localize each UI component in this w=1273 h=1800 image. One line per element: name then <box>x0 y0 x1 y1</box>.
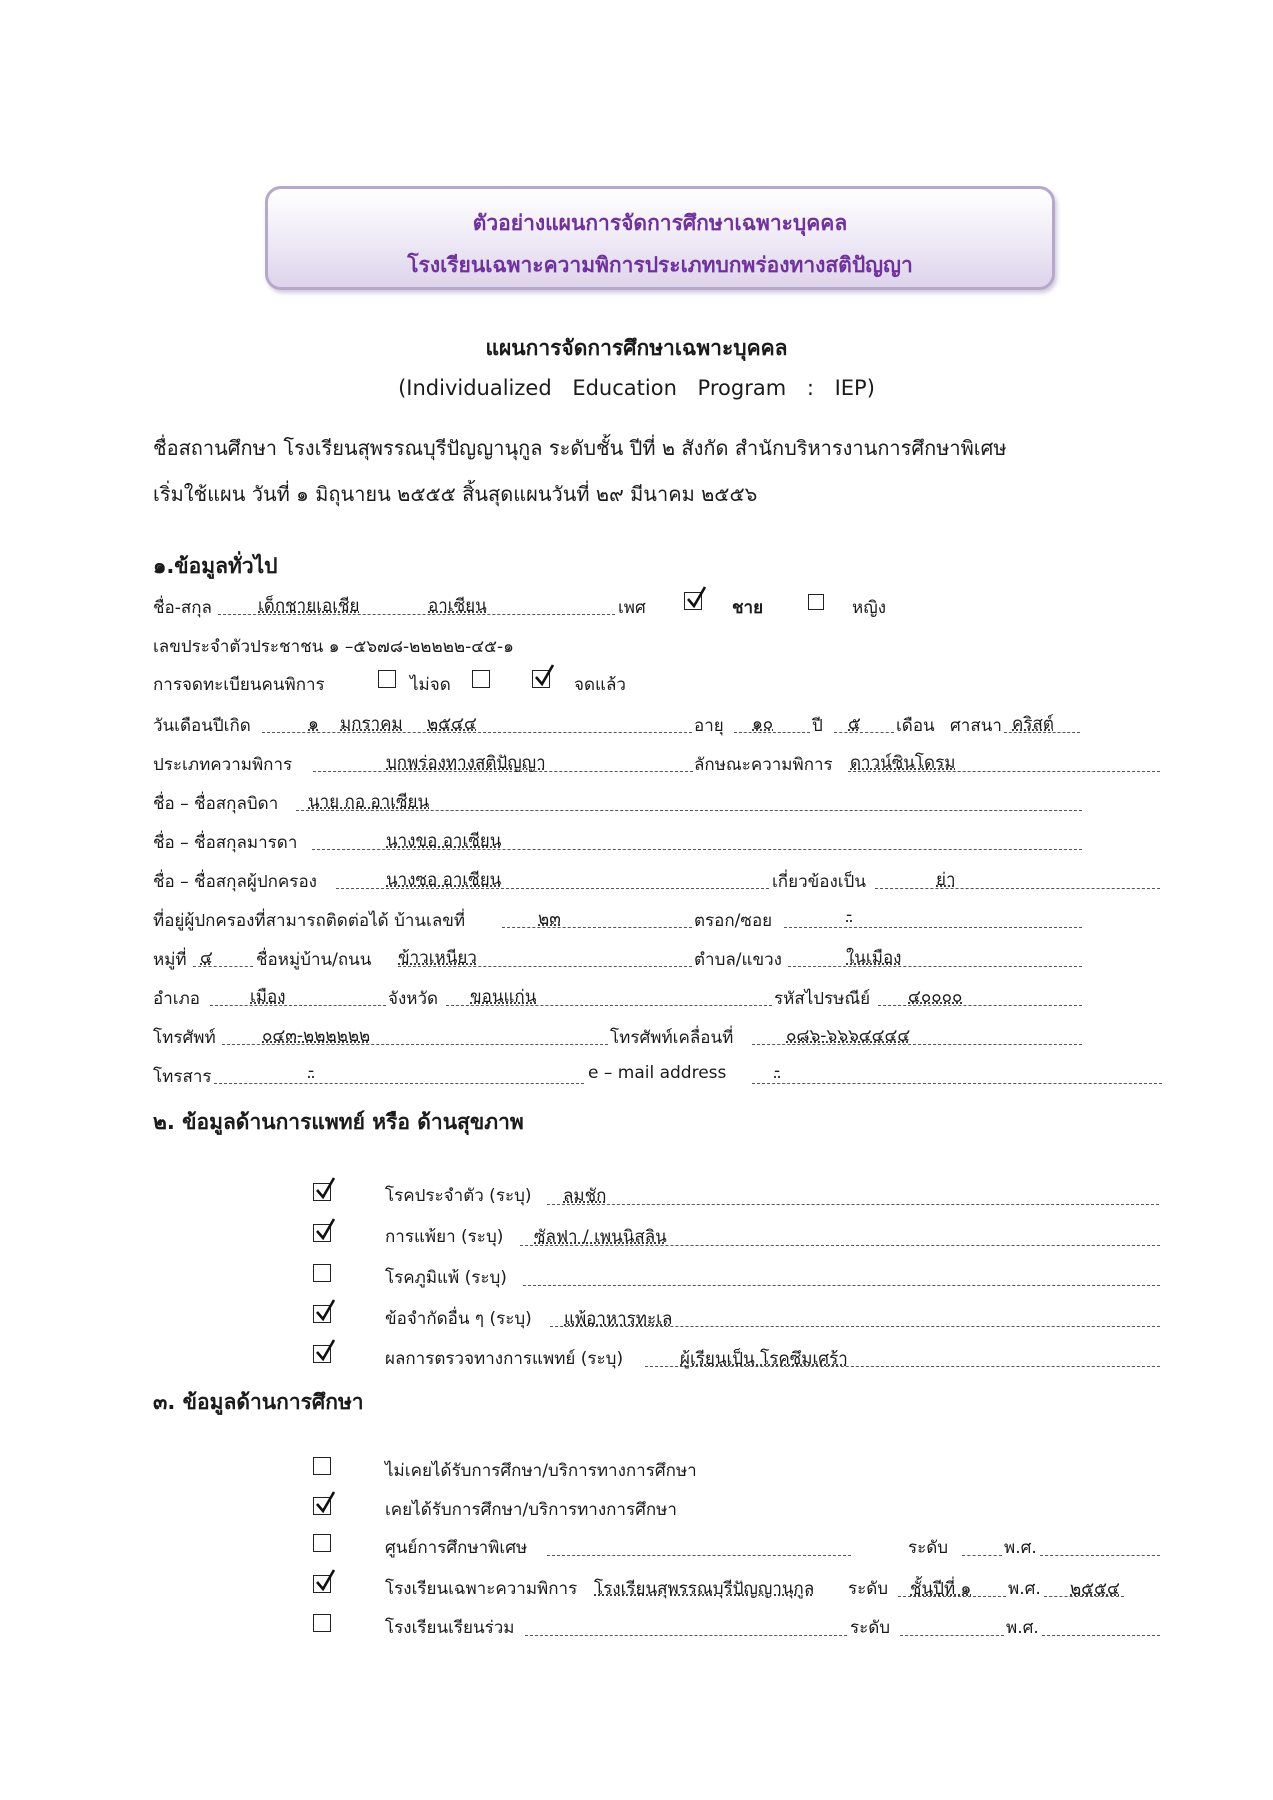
female-label: หญิง <box>852 598 886 618</box>
subdistrict-line <box>788 966 1082 967</box>
section-education-heading: ๓. ข้อมูลด้านการศึกษา <box>153 1390 364 1414</box>
no-education-checkbox[interactable] <box>313 1457 331 1475</box>
special-school-label: โรงเรียนเฉพาะความพิการ <box>385 1579 578 1599</box>
mobile-label: โทรศัพท์เคลื่อนที่ <box>610 1028 734 1048</box>
inclusive-school-checkbox[interactable] <box>313 1614 331 1632</box>
special-center-year-line <box>1040 1555 1160 1556</box>
last-name-value: อาเซียน <box>428 596 487 616</box>
special-center-year-label: พ.ศ. <box>1004 1538 1037 1558</box>
dob-day: ๑ <box>308 714 319 734</box>
province-value: ขอนแก่น <box>470 987 537 1007</box>
reg-blank-checkbox[interactable] <box>472 670 490 688</box>
other-limits-value: แพ้อาหารทะเล <box>564 1309 673 1329</box>
chronic-disease-label: โรคประจำตัว (ระบุ) <box>385 1186 532 1206</box>
id-number: เลขประจำตัวประชาชน ๑ –๕๖๗๘-๒๒๒๒๒-๔๕-๑ <box>153 637 514 657</box>
mother-label: ชื่อ – ชื่อสกุลมารดา <box>153 833 298 853</box>
dob-label: วันเดือนปีเกิด <box>153 716 251 736</box>
special-school-level-value: ชั้นปีที่ ๑ <box>910 1579 972 1599</box>
email-label: e – mail address <box>588 1063 727 1083</box>
relation-line <box>875 888 1160 889</box>
age-months: ๕ <box>848 714 861 734</box>
medical-exam-checkbox[interactable] <box>313 1345 331 1363</box>
name-label: ชื่อ-สกุล <box>153 598 212 618</box>
drug-allergy-value: ซัลฟา / เพนนิสลิน <box>534 1227 667 1247</box>
medical-exam-value: ผู้เรียนเป็น โรคซึมเศร้า <box>680 1349 848 1369</box>
male-label: ชาย <box>732 598 764 618</box>
chronic-disease-value: ลมชัก <box>563 1186 607 1206</box>
village-value: ข้าวเหนียว <box>398 948 477 968</box>
special-center-line <box>547 1555 851 1556</box>
special-center-level-label: ระดับ <box>908 1538 949 1558</box>
dob-month: มกราคม <box>340 714 403 734</box>
religion-label: ศาสนา <box>950 716 1002 736</box>
section-medical-heading: ๒. ข้อมูลด้านการแพทย์ หรือ ด้านสุขภาพ <box>153 1110 524 1134</box>
disability-type-label: ประเภทความพิการ <box>153 755 293 775</box>
district-value: เมือง <box>250 987 286 1007</box>
gender-label: เพศ <box>618 598 646 618</box>
dob-year: ๒๕๔๔ <box>427 714 477 734</box>
no-education-label: ไม่เคยได้รับการศึกษา/บริการทางการศึกษา <box>385 1461 697 1481</box>
reg-yes-label: จดแล้ว <box>574 675 626 695</box>
chronic-disease-checkbox[interactable] <box>313 1183 331 1201</box>
alley-label: ตรอก/ซอย <box>694 911 773 931</box>
title-banner <box>265 186 1055 290</box>
age-years: ๑๐ <box>752 714 774 734</box>
special-school-checkbox[interactable] <box>313 1575 331 1593</box>
phone-label: โทรศัพท์ <box>153 1028 216 1048</box>
mobile-value: ๐๘๖-๖๖๖๔๔๔๔ <box>786 1026 911 1046</box>
has-education-checkbox[interactable] <box>313 1497 331 1515</box>
reg-no-label: ไม่จด <box>410 675 451 695</box>
medical-exam-label: ผลการตรวจทางการแพทย์ (ระบุ) <box>385 1349 624 1369</box>
disability-char-label: ลักษณะความพิการ <box>694 755 833 775</box>
plan-dates-line: เริ่มใช้แผน วันที่ ๑ มิถุนายน ๒๕๕๕ สิ้นสุดแผนวันที่ ๒๙ มีนาคม ๒๕๕๖ <box>153 482 758 506</box>
mother-value: นางขอ อาเซียน <box>386 831 502 851</box>
drug-allergy-label: การแพ้ยา (ระบุ) <box>385 1227 504 1247</box>
allergy-line <box>523 1285 1160 1286</box>
village-label: ชื่อหมู่บ้าน/ถนน <box>256 950 372 970</box>
special-school-value: โรงเรียนสุพรรณบุรีปัญญานุกูล <box>594 1579 815 1599</box>
inclusive-school-label: โรงเรียนเรียนร่วม <box>385 1618 515 1638</box>
guardian-label: ชื่อ – ชื่อสกุลผู้ปกครอง <box>153 872 317 892</box>
subdistrict-label: ตำบล/แขวง <box>694 950 782 970</box>
postcode-label: รหัสไปรษณีย์ <box>774 989 871 1009</box>
fax-line <box>214 1083 584 1084</box>
relation-label: เกี่ยวข้องเป็น <box>772 872 866 892</box>
special-center-level-line <box>962 1555 1002 1556</box>
house-no-value: ๒๓ <box>538 909 561 929</box>
document-subtitle: (Individualized Education Program : IEP) <box>398 376 875 400</box>
religion-value: คริสต์ <box>1012 714 1054 734</box>
inclusive-school-year-line <box>1042 1635 1160 1636</box>
moo-value: ๔ <box>200 948 213 968</box>
chronic-disease-line <box>547 1204 1159 1205</box>
allergy-checkbox[interactable] <box>313 1264 331 1282</box>
disability-char-value: ดาวน์ซินโดรม <box>850 753 956 773</box>
email-line <box>752 1083 1162 1084</box>
alley-line <box>784 927 1082 928</box>
reg-yes-checkbox[interactable] <box>532 670 550 688</box>
alley-value: - <box>846 905 853 925</box>
years-label: ปี <box>812 716 823 736</box>
guardian-value: นางซอ อาเซียน <box>386 870 502 890</box>
relation-value: ย่า <box>936 870 956 890</box>
school-info-line: ชื่อสถานศึกษา โรงเรียนสุพรรณบุรีปัญญานุกูล ระดับชั้น ปีที่ ๒ สังกัด สำนักบริหารงานการศึกษาพิเศษ <box>153 436 1007 460</box>
special-center-label: ศูนย์การศึกษาพิเศษ <box>385 1538 528 1558</box>
months-label: เดือน <box>896 716 935 736</box>
disability-type-value: บกพร่องทางสติปัญญา <box>386 753 546 773</box>
male-checkbox[interactable] <box>684 592 702 610</box>
father-label: ชื่อ – ชื่อสกุลบิดา <box>153 794 279 814</box>
section-general-heading: ๑.ข้อมูลทั่วไป <box>153 554 278 578</box>
moo-label: หมู่ที่ <box>153 950 187 970</box>
inclusive-school-year-label: พ.ศ. <box>1006 1618 1039 1638</box>
province-label: จังหวัด <box>388 989 439 1009</box>
has-education-label: เคยได้รับการศึกษา/บริการทางการศึกษา <box>385 1500 677 1520</box>
phone-value: ๐๔๓-๒๒๒๒๒๒ <box>262 1026 371 1046</box>
special-school-level-label: ระดับ <box>848 1579 889 1599</box>
dob-line <box>262 732 692 733</box>
drug-allergy-checkbox[interactable] <box>313 1224 331 1242</box>
banner-subtitle: โรงเรียนเฉพาะความพิการประเภทบกพร่องทางสติปัญญา <box>407 253 913 277</box>
months-line <box>834 732 894 733</box>
district-label: อำเภอ <box>153 989 200 1009</box>
allergy-label: โรคภูมิแพ้ (ระบุ) <box>385 1268 507 1288</box>
subdistrict-value: ในเมือง <box>846 948 902 968</box>
fax-value: - <box>308 1061 315 1081</box>
female-checkbox[interactable] <box>808 594 824 610</box>
district-line <box>210 1005 386 1006</box>
email-value: - <box>774 1061 781 1081</box>
special-center-checkbox[interactable] <box>313 1534 331 1552</box>
house-no-line <box>502 927 692 928</box>
other-limits-checkbox[interactable] <box>313 1305 331 1323</box>
inclusive-school-line <box>525 1635 847 1636</box>
special-school-year-label: พ.ศ. <box>1008 1579 1041 1599</box>
father-value: นาย กอ อาเซียน <box>308 792 430 812</box>
address-label: ที่อยู่ผู้ปกครองที่สามารถติดต่อได้ บ้านเลขที่ <box>153 911 466 931</box>
other-limits-label: ข้อจำกัดอื่น ๆ (ระบุ) <box>385 1309 532 1329</box>
registration-label: การจดทะเบียนคนพิการ <box>153 675 325 695</box>
special-school-year-value: ๒๕๕๔ <box>1070 1579 1120 1599</box>
first-name-value: เด็กชายเอเชีย <box>258 596 360 616</box>
fax-label: โทรสาร <box>153 1067 212 1087</box>
postcode-value: ๔๐๐๐๐ <box>908 987 963 1007</box>
age-label: อายุ <box>694 716 724 736</box>
inclusive-school-level-line <box>900 1635 1004 1636</box>
inclusive-school-level-label: ระดับ <box>850 1618 891 1638</box>
reg-no-checkbox[interactable] <box>378 670 396 688</box>
banner-title: ตัวอย่างแผนการจัดการศึกษาเฉพาะบุคคล <box>472 211 848 235</box>
document-title: แผนการจัดการศึกษาเฉพาะบุคคล <box>485 336 788 360</box>
